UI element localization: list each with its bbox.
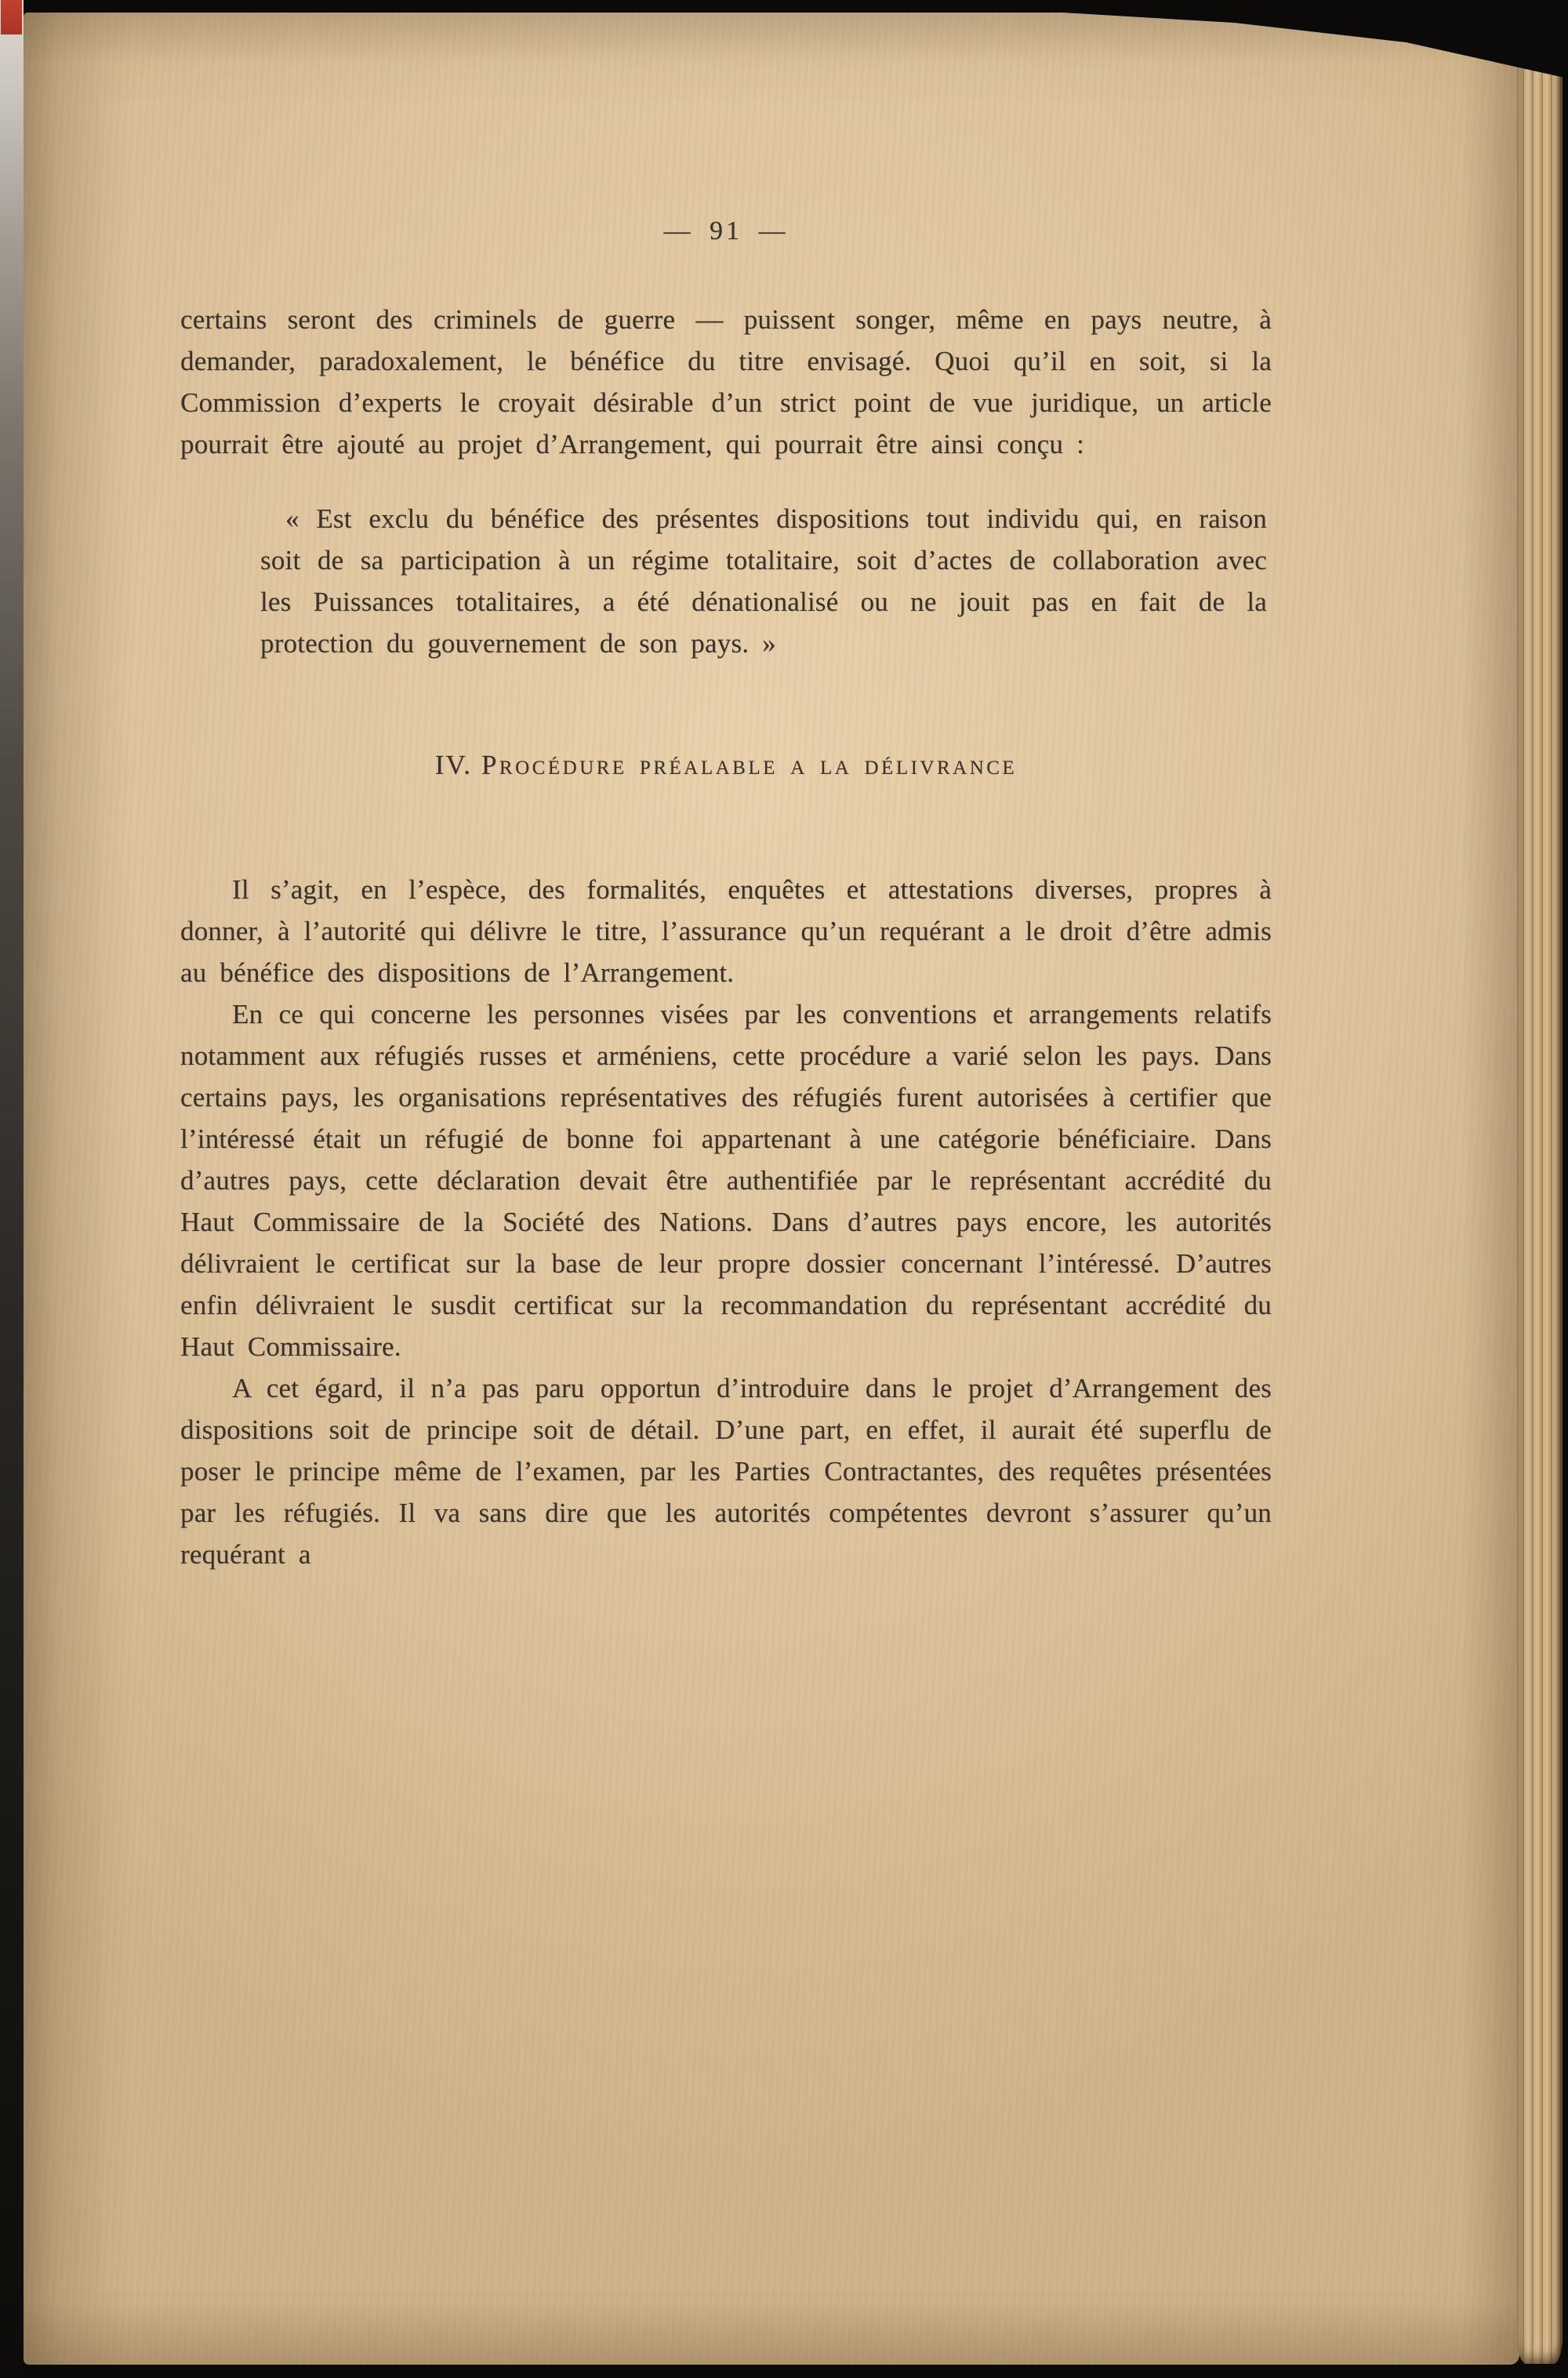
book-page <box>24 13 1519 2365</box>
body-paragraph: En ce qui concerne les personnes visées par les conventions et arrangements relatifs notamment aux réfugiés russes et arméniens, cette procédure a varié selon les pays. Dans certains pays, les organisations représentatives des réfugiés furent autorisées à certifier que l’intéressé était un réfugié de bonne foi appartenant à une catégorie bénéficiaire. Dans d’autres pays, cette déclaration devait être authentifiée par le représentant accrédité du Haut Commissaire de la Société des Nations. Dans d’autres pays encore, les autorités délivraient le certificat sur la base de leur propre dossier concernant l’intéressé. D’autres enfin délivraient le susdit certificat sur la recommandation du représentant accrédité du Haut Commissaire. <box>180 999 1272 1362</box>
book-spine-edge <box>0 0 24 2378</box>
body-paragraph-intro: certains seront des criminels de guerre — puissent songer, même en pays neutre, à demander, paradoxalement, le bénéfice du titre envisagé. Quoi qu’il en soit, si la Commission d’experts le croyait désirable d’un strict point de vue juridique, un article pourrait être ajouté au projet d’Arrangement, qui pourrait être ainsi conçu : <box>180 304 1272 459</box>
page-text-column <box>180 210 1272 1575</box>
body-paragraphs <box>180 869 1272 1575</box>
red-spine-mark <box>1 0 22 34</box>
section-heading <box>180 744 1272 786</box>
quote-block: « Est exclu du bénéfice des présentes dispositions tout individu qui, en raison soit de sa participation à un régime totalitaire, soit d’actes de collaboration avec les Puissances totalitaires, a été dénationalisé ou ne jouit pas en fait de la protection du gouvernement de son pays. » <box>260 503 1267 659</box>
body-paragraph: Il s’agit, en l’espèce, des formalités, enquêtes et attestations diverses, propres à donner, à l’autorité qui délivre le titre, l’assurance qu’un requérant a le droit d’être admis au bénéfice des dispositions de l’Arrangement. <box>180 874 1272 988</box>
page-number: — 91 — <box>663 216 789 245</box>
section-number: IV. <box>434 750 472 780</box>
page-stack-fore-edge <box>1517 33 1563 2364</box>
body-paragraph: A cet égard, il n’a pas paru opportun d’introduire dans le projet d’Arrangement des dispositions soit de principe soit de détail. D’une part, en effet, il aurait été superflu de poser le principe même de l’examen, par les Parties Contractantes, des requêtes présentées par les réfugiés. Il va sans dire que les autorités compétentes devront s’assurer qu’un requérant a <box>180 1373 1272 1570</box>
section-title: Procédure préalable a la délivrance <box>481 750 1018 780</box>
